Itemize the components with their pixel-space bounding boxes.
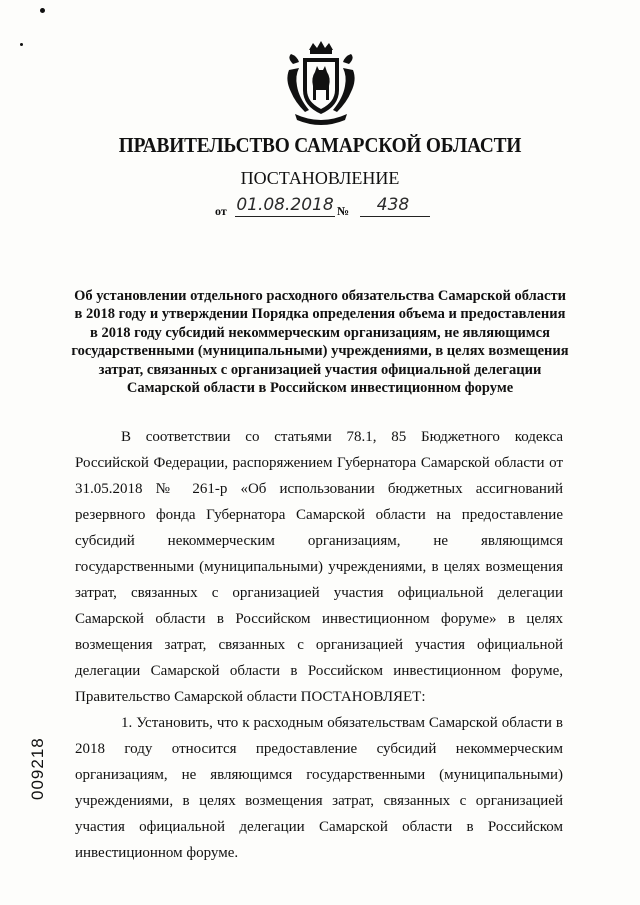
scan-mark [40, 8, 45, 13]
date-prefix: от [215, 204, 227, 218]
scan-mark [20, 43, 23, 46]
side-registration-number: 009218 [28, 737, 47, 800]
number-prefix: № [337, 204, 350, 218]
handwritten-number: 438 [376, 195, 410, 215]
document-type: ПОСТАНОВЛЕНИЕ [240, 168, 400, 188]
preamble-paragraph: В соответствии со статьями 78.1, 85 Бюджетного кодекса Российской Федерации, распоряжением Губернатора Самарской области от 31.05.2018 № 261-р «Об использовании бюджетных ассигнований резервного фонда Губернатора Самарской области на предоставление субсидий некоммерческим организациям, не являющимся государственными (муниципальными) учреждениями, в целях возмещения затрат, связанных с организацией участия официальной делегации Самарской области в Российском инвестиционном форуме» в целях возмещения затрат, связанных с организацией участия официальной делегации Самарской области в Российском инвестиционном форуме, Правительство Самарской области ПОСТАНОВЛЯЕТ: [75, 429, 563, 705]
handwritten-date: 01.08.2018 [236, 195, 334, 215]
subject-line: затрат, связанных с организацией участия официальной делегации [98, 361, 542, 378]
subject-line: в 2018 году субсидий некоммерческим организациям, не являющимся [90, 324, 550, 341]
clause-1-paragraph: 1. Установить, что к расходным обязательствам Самарской области в 2018 году относится предоставление субсидий некоммерческим организациям, не являющимся государственными (муниципальными) учреждениями, в целях возмещения затрат, связанных с организацией участия официальной делегации Самарской области в Российском инвестиционном форуме. [75, 715, 563, 861]
date-number-line [215, 195, 435, 223]
number-underline [360, 216, 430, 217]
organization-title: ПРАВИТЕЛЬСТВО САМАРСКОЙ ОБЛАСТИ [118, 133, 522, 157]
date-underline [235, 216, 335, 217]
subject-line: государственными (муниципальными) учреждениями, в целях возмещения [71, 343, 569, 360]
subject-line: в 2018 году и утверждении Порядка определения объема и предоставления [74, 306, 566, 323]
coat-of-arms-emblem [283, 40, 359, 126]
document-body [75, 424, 563, 866]
subject-line: Об установлении отдельного расходного обязательства Самарской области [74, 288, 566, 304]
document-subject [70, 287, 570, 397]
subject-line: Самарской области в Российском инвестиционном форуме [126, 380, 514, 397]
